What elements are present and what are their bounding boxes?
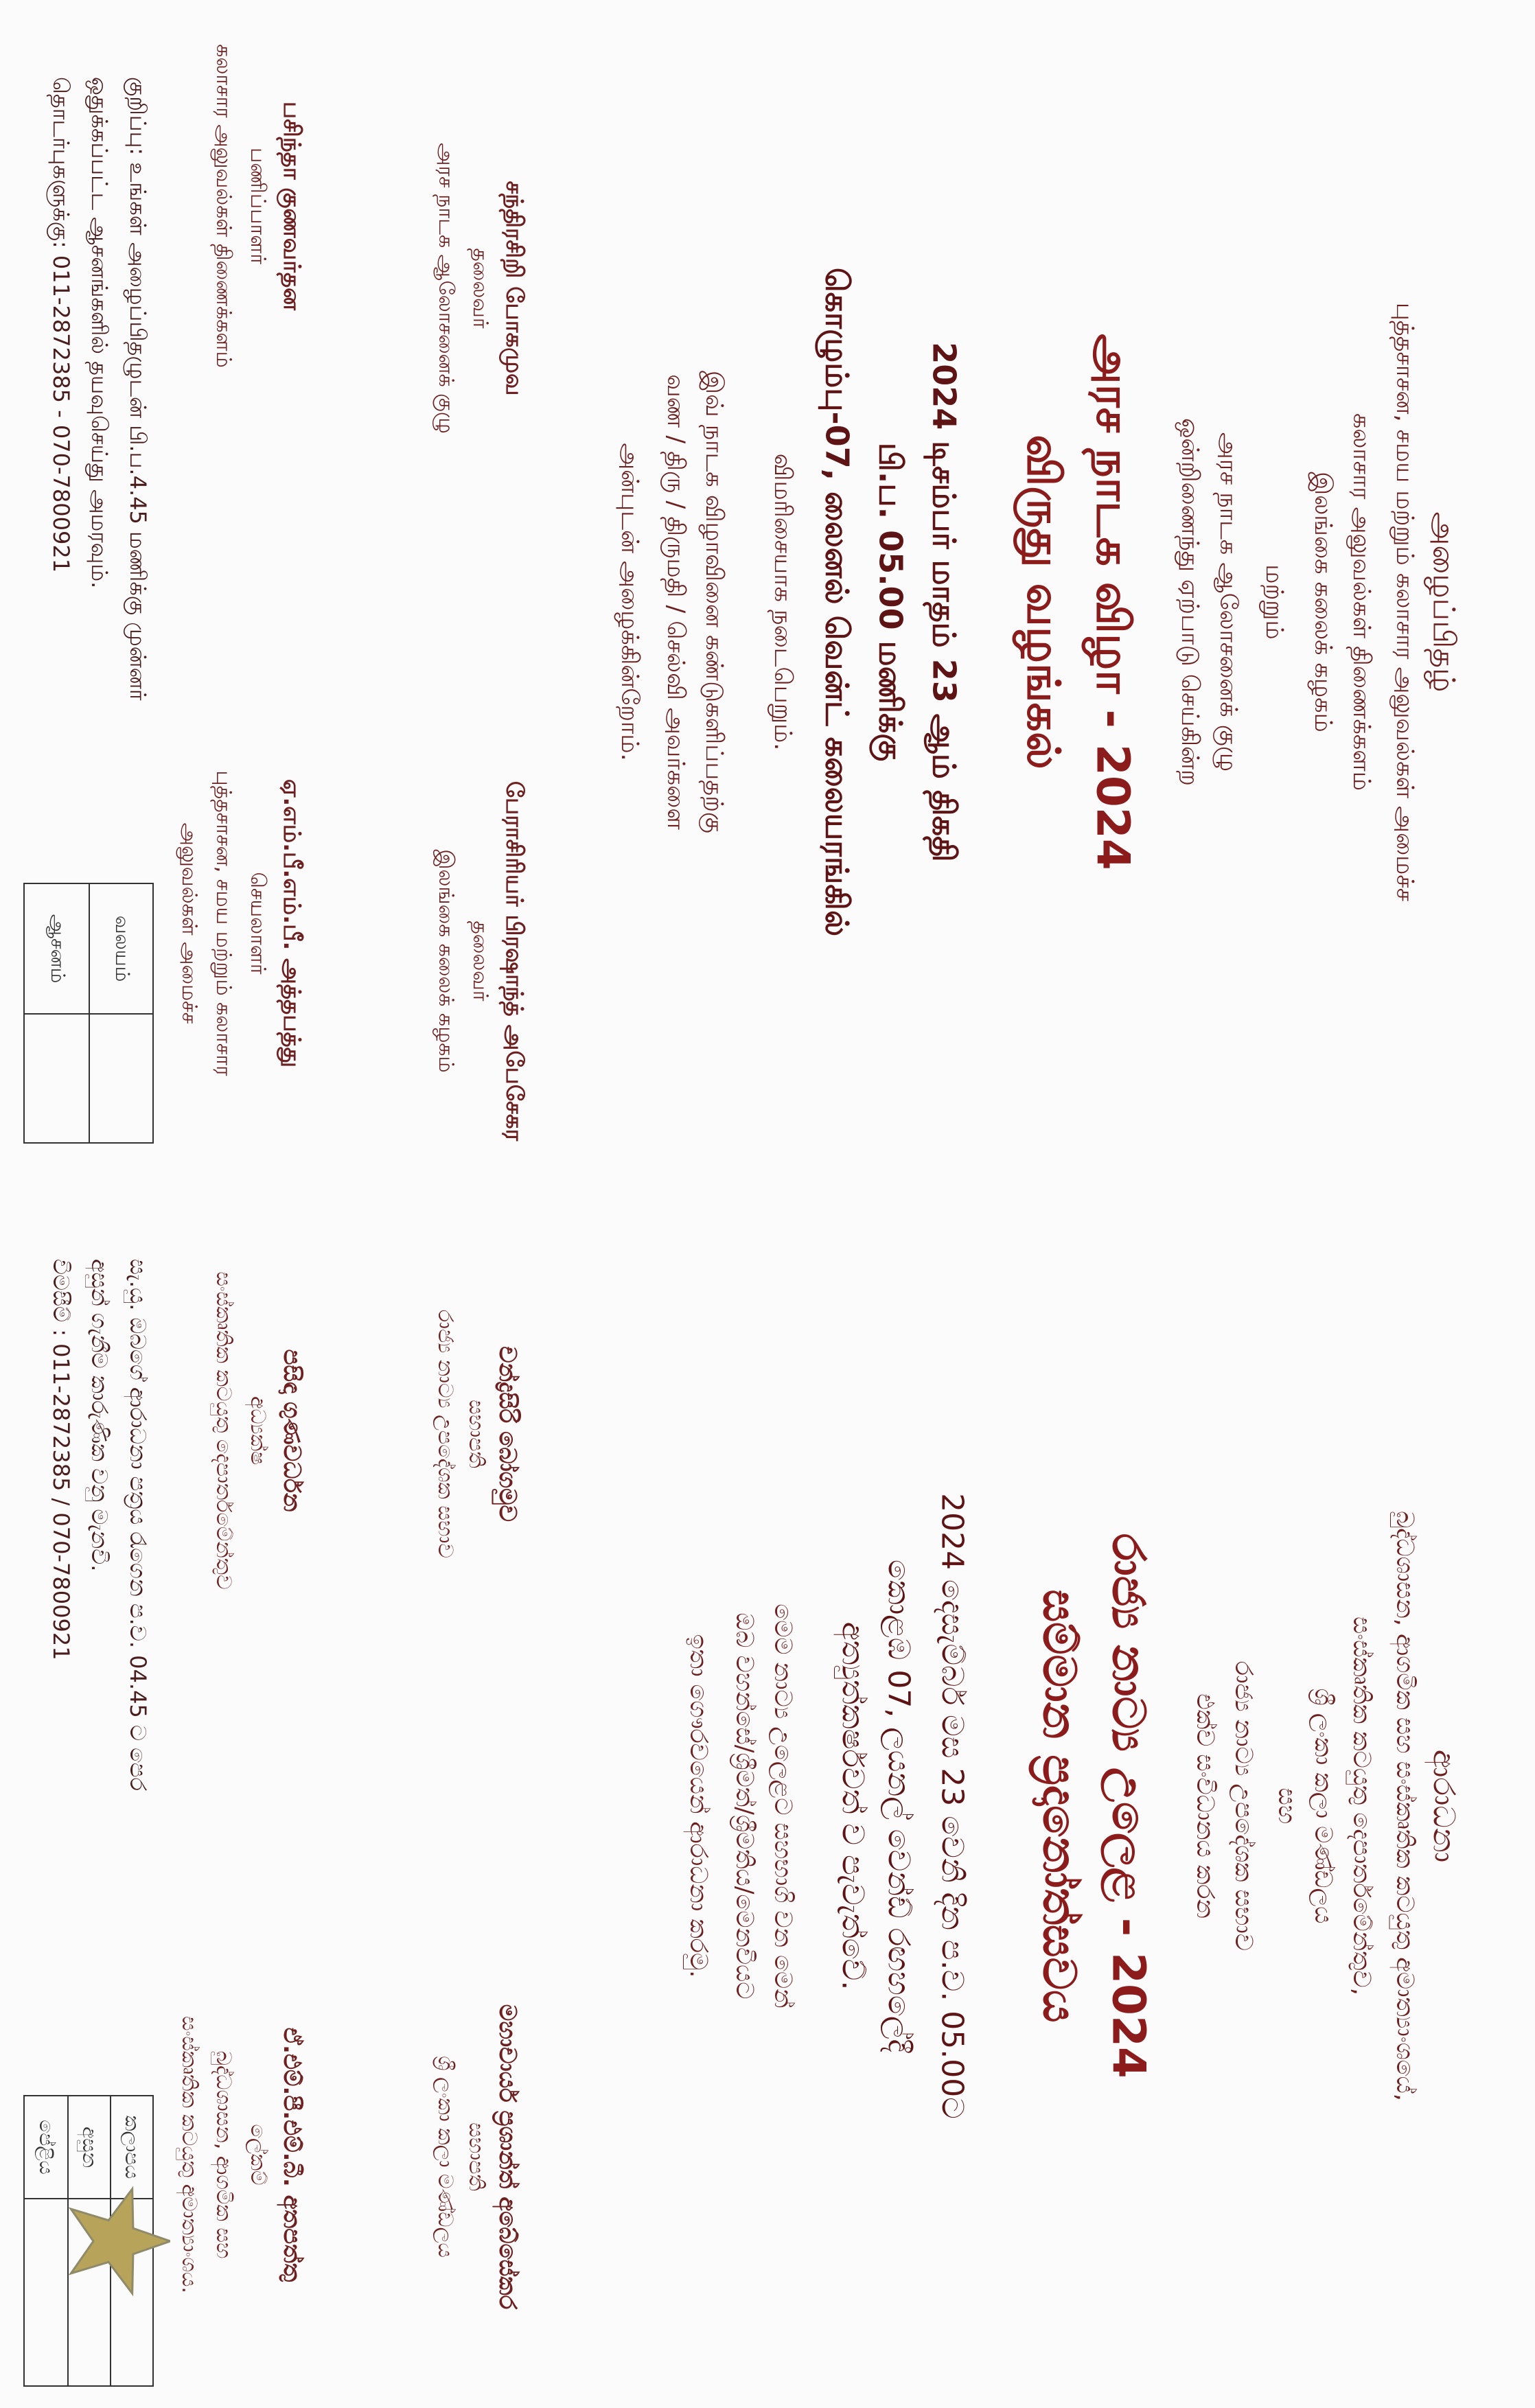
seat-number-label: ஆசனம் bbox=[25, 884, 89, 1015]
signatory-organization: அலுவல்கள் அமைச்ச bbox=[177, 822, 201, 1024]
organizer-line: புத்தசாசன, சமய மற்றும் கலாசார அலுவல்கள் அமைச்ச bbox=[1391, 302, 1418, 902]
seat-row-label: පේළිය bbox=[25, 2096, 67, 2199]
signatory-title: අධ්‍යක්ෂ bbox=[246, 1396, 270, 1466]
note-line: ஒதுக்கப்பட்ட ஆசனங்களில் தயவுசெய்து அமரவும். bbox=[86, 77, 113, 589]
signatory-organization: රාජ්‍ය නාට්‍ය උපදේශක සභාව bbox=[433, 1310, 457, 1558]
seat-zone-label: வலயம் bbox=[89, 884, 152, 1015]
signatory-name: පසිඳා ගුණවර්ධන bbox=[278, 1349, 305, 1512]
signatory-title: தலைவர் bbox=[468, 921, 492, 1002]
signatory-organization: அரச நாடக ஆலோசனைக் குழு bbox=[434, 143, 458, 434]
signatory-name: ඒ.එම්.පී.එම්.බී. අතපත්තු bbox=[278, 2027, 305, 2282]
signatory-name: சந்திரசிறி போகமுவ bbox=[500, 181, 528, 396]
signatory-title: தலைவர் bbox=[468, 248, 492, 329]
event-time: பி.ப. 05.00 மணிக்கு bbox=[872, 442, 910, 762]
signatory-block bbox=[206, 1204, 309, 1657]
event-subtitle: விருது வழங்கல் bbox=[1017, 435, 1070, 769]
signatory-name: ஏ.எம்.பீ.எம்.பீ. அத்தபத்து bbox=[278, 778, 305, 1068]
signatory-title: ලේකම් bbox=[246, 2124, 270, 2186]
invitation-line: அன்புடன் அழைக்கின்றோம். bbox=[616, 443, 643, 761]
note-line: குறிப்பு: உங்கள் அழைப்பிதழுடன் பி.ப.4.45 மணிக்கு முன்னர் bbox=[125, 77, 152, 701]
seat-number-label: අසුන bbox=[67, 2096, 110, 2199]
organizer-line: ஒன்றிணைந்து ஏற்பாடு செய்கின்ற bbox=[1176, 418, 1203, 786]
contact-line: தொடர்புகளுக்கு: 011-2872385 - 070-7800921 bbox=[48, 77, 75, 573]
event-subtitle: සම්මාන ප්‍රදානෝත්සවය bbox=[1032, 1589, 1086, 2023]
organizer-line: ශ්‍රී ලංකා කලා මණ්ඩලය bbox=[1309, 1688, 1337, 1924]
signatory-block bbox=[428, 721, 531, 1201]
signatory-organization: සංස්කෘතික කටයුතු අමාත්‍යාංශය. bbox=[177, 2016, 201, 2293]
invitation-line: ඔබ වහන්සේ/ශ්‍රීමත්/ශ්‍රීමතිය/මෙනවියට bbox=[730, 1612, 758, 2000]
organizer-line: එක්ව සංවිධානය කරන bbox=[1191, 1693, 1219, 1919]
organizer-line: இலங்கை கலைக் கழகம் bbox=[1309, 472, 1337, 732]
organizer-line: සංස්කෘතික කටයුතු දෙපාර්තමේන්තුව, bbox=[1348, 1617, 1375, 1995]
organizer-line: கலாசார அலுவல்கள் திணைக்களம் bbox=[1348, 413, 1375, 791]
invitation-line: வண / திரு / திருமதி / செல்வி அவர்களை bbox=[662, 374, 689, 830]
note-line: සැ.යු. ඔබගේ ආරාධනා පත්‍රය රැගෙන ප.ව. 04.45 ට පෙර bbox=[125, 1259, 152, 1791]
signatory-name: பேராசிரியர் பிரஷாந்த் அபேசேகர bbox=[500, 780, 528, 1142]
signatory-title: செயலாளர் bbox=[246, 872, 270, 975]
event-title: அரச நாடக விழா - 2024 bbox=[1086, 334, 1140, 870]
signatory-organization: கலாசார அலுவல்கள் திணைக்களம் bbox=[211, 44, 235, 368]
note-line: අසුන් ගැනීම කාරුණික වනු මැනවි. bbox=[86, 1259, 113, 1572]
event-venue: கொழும்பு-07, லைனல் வென்ட் கலையரங்கில் bbox=[818, 267, 856, 937]
event-date-time: 2024 දෙසැම්බර් මස 23 වෙනි දින ප.ව. 05.00ට bbox=[934, 1493, 970, 2119]
signatory-block bbox=[430, 1917, 522, 2397]
seat-zone-label: කලාපය bbox=[110, 2096, 152, 2199]
event-description: අත්‍යුත්කර්ෂවත් ව පැවැත්වේ. bbox=[835, 1621, 870, 1991]
signatory-title: සභාපති bbox=[464, 1400, 488, 1468]
signatory-organization: බුද්ධශාසන, ආගමික සහ bbox=[211, 2050, 235, 2259]
event-date: 2024 டிசம்பர் மாதம் 23 ஆம் திகதி bbox=[925, 342, 963, 862]
signatory-title: பணிப்பாளர் bbox=[246, 147, 270, 264]
organizer-line: රාජ්‍ය නාට්‍ය උපදේශක සභාව bbox=[1230, 1660, 1257, 1952]
invitation-heading: ආරාධනා bbox=[1426, 1749, 1462, 1863]
sinhala-invitation-panel bbox=[0, 1204, 1535, 2408]
signatory-block bbox=[206, 0, 309, 412]
signatory-organization: இலங்கை கலைக் கழகம் bbox=[434, 849, 458, 1073]
organizer-line: සහ bbox=[1273, 1787, 1300, 1825]
invitation-heading: அழைப்பிதழ் bbox=[1426, 511, 1462, 693]
signatory-block bbox=[430, 1204, 522, 1664]
organizer-line: බුද්ධශාසන, ආගමික සහ සංස්කෘතික කටයුතු අමාත්‍යාංශයේ, bbox=[1391, 1511, 1418, 2101]
signatory-name: මහාචාර්ය ප්‍රශාන්ත් අබේසේකර bbox=[494, 2004, 521, 2310]
signatory-name: චන්ද්‍රසිරි බෝගමුව bbox=[494, 1346, 521, 1522]
signatory-name: பசிந்தா குணவர்தன bbox=[278, 101, 305, 311]
organizer-line: மற்றும் bbox=[1260, 564, 1288, 640]
contact-line: විමසීම් : 011-2872385 / 070-7800921 bbox=[48, 1259, 75, 1660]
gold-star-icon bbox=[60, 2186, 170, 2296]
signatory-block bbox=[172, 683, 309, 1164]
event-venue: කොළඹ 07, ලයනල් වෙන්ඩ් රඟහලේදී bbox=[881, 1560, 916, 2052]
gold-star-shape bbox=[71, 2189, 170, 2293]
seat-allocation-box bbox=[23, 883, 154, 1144]
event-description: விமரிசையாக நடைபெறும். bbox=[769, 453, 796, 751]
signatory-block bbox=[428, 48, 531, 529]
invitation-line: ඉතා ගෞරවයෙන් ආරාධනා කරමු. bbox=[684, 1634, 712, 1978]
signatory-organization: ශ්‍රී ලංකා කලා මණ්ඩලය bbox=[433, 2056, 457, 2258]
invitation-line: මෙම නාට්‍ය උලෙළට සහභාගි වන මෙන් bbox=[769, 1604, 796, 2008]
signatory-organization: புத்தசாசன, சமய மற்றும் கலாசார bbox=[211, 770, 235, 1076]
event-title: රාජ්‍ය නාට්‍ය උලෙළ - 2024 bbox=[1102, 1533, 1155, 2079]
invitation-line: இவ் நாடக விழாவினை கண்டுகளிப்பதற்கு bbox=[700, 371, 728, 833]
organizer-line: அரச நாடக ஆலோசனைக் குழு bbox=[1214, 432, 1242, 772]
signatory-organization: සංස්කෘතික කටයුතු දෙපාර්තමේන්තුව bbox=[211, 1271, 235, 1590]
seat-number-value bbox=[25, 1015, 89, 1142]
signatory-block bbox=[172, 1914, 309, 2395]
signatory-title: සභාපති bbox=[464, 2122, 488, 2191]
seat-zone-value bbox=[89, 1015, 152, 1142]
